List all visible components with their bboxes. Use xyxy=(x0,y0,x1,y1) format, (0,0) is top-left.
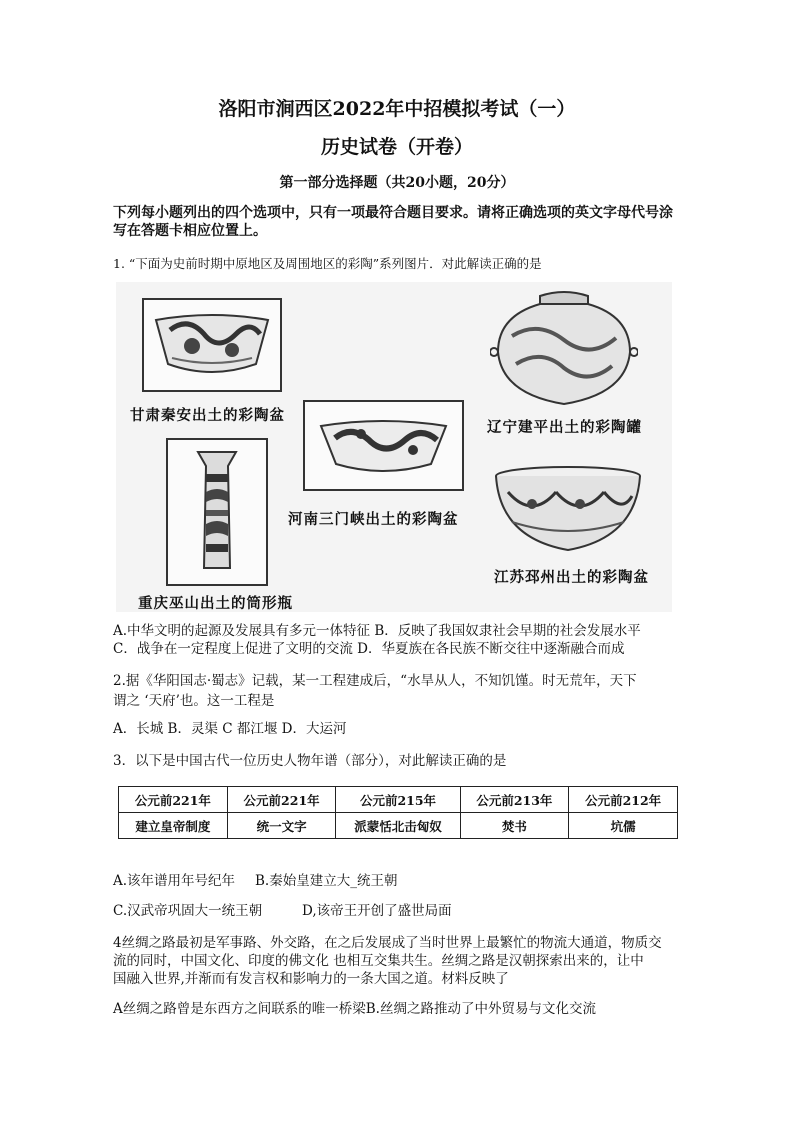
table-cell: 建立皇帝制度 xyxy=(119,813,228,839)
q4-stem-line2: 流的同时，中国文化、印度的佛文化 也相互交集共生。丝绸之路是汉朝探索出来的，让中 xyxy=(113,953,644,969)
q4-stem-line3: 国融入世界,并渐而有发言权和影响力的一条大国之道。材料反映了 xyxy=(113,971,509,987)
chongqing-vase-image xyxy=(188,448,246,576)
q2-stem-line2: 谓之 ‘天府’也。这一工程是 xyxy=(113,693,275,709)
q1-options-line1: A.中华文明的起源及发展具有多元一体特征 B．反映了我国奴隶社会早期的社会发展水平 xyxy=(113,623,641,639)
gansu-caption: 甘肃秦安出土的彩陶盆 xyxy=(130,407,285,424)
table-cell: 公元前213年 xyxy=(460,787,569,813)
table-row-years xyxy=(119,787,678,813)
exam-title: 洛阳市涧西区2022年中招模拟考试（一） xyxy=(218,98,576,120)
henan-caption: 河南三门峡出土的彩陶盆 xyxy=(288,511,459,528)
q4-stem-line1: 4丝绸之路最初是军事路、外交路，在之后发展成了当时世界上最繁忙的物流大通道，物质交 xyxy=(113,935,662,951)
table-cell: 公元前221年 xyxy=(119,787,228,813)
gansu-bowl-image xyxy=(152,308,272,382)
table-cell: 公元前212年 xyxy=(569,787,678,813)
gansu-bowl-panel xyxy=(142,298,282,392)
chongqing-vase-panel xyxy=(166,438,268,586)
table-row-events xyxy=(119,813,678,839)
table-cell: 派蒙恬北击匈奴 xyxy=(336,813,460,839)
table-cell: 公元前221年 xyxy=(227,787,336,813)
liaoning-caption: 辽宁建平出土的彩陶罐 xyxy=(487,419,642,436)
henan-bowl-panel xyxy=(303,400,464,491)
q3-option-a: A.该年谱用年号纪年 xyxy=(113,873,236,889)
exam-subtitle: 历史试卷（开卷） xyxy=(320,136,473,158)
chongqing-caption: 重庆巫山出土的筒形瓶 xyxy=(138,595,293,612)
q2-options: A．长城 B．灵渠 C 都江堰 D．大运河 xyxy=(113,721,347,737)
part-heading: 第一部分选择题（共20小题，20分） xyxy=(279,175,515,191)
jiangsu-caption: 江苏邳州出土的彩陶盆 xyxy=(494,569,649,586)
q2-stem-line1: 2.据《华阳国志·蜀志》记载，某一工程建成后，“水旱从人，不知饥馑。时无荒年，天下 xyxy=(113,673,637,689)
instructions-line1: 下列每小题列出的四个选项中，只有一项最符合题目要求。请将正确选项的英文字母代号涂 xyxy=(113,205,673,221)
q1-options-line2: C．战争在一定程度上促进了文明的交流 D．华夏族在各民族不断交往中逐渐融合而成 xyxy=(113,641,625,657)
chronology-table xyxy=(118,786,678,839)
instructions-line2: 写在答题卡相应位置上。 xyxy=(113,223,267,239)
liaoning-jar-image xyxy=(490,286,638,408)
q3-stem: 3．以下是中国古代一位历史人物年谱（部分），对此解读正确的是 xyxy=(113,753,507,769)
q1-stem: 1. “下面为史前时期中原地区及周围地区的彩陶”系列图片．对此解读正确的是 xyxy=(113,256,542,271)
table-cell: 统一文字 xyxy=(227,813,336,839)
table-cell: 焚书 xyxy=(460,813,569,839)
jiangsu-bowl-image xyxy=(492,464,644,556)
henan-bowl-image xyxy=(315,412,452,478)
table-cell: 坑儒 xyxy=(569,813,678,839)
q3-option-d: D,该帝王开创了盛世局面 xyxy=(302,903,452,919)
q4-options: A丝绸之路曾是东西方之间联系的唯一桥梁B.丝绸之路推动了中外贸易与文化交流 xyxy=(113,1001,596,1017)
table-cell: 公元前215年 xyxy=(336,787,460,813)
q3-option-b: B.秦始皇建立大_统王朝 xyxy=(255,873,398,889)
q3-option-c: C.汉武帝巩固大一统王朝 xyxy=(113,903,263,919)
